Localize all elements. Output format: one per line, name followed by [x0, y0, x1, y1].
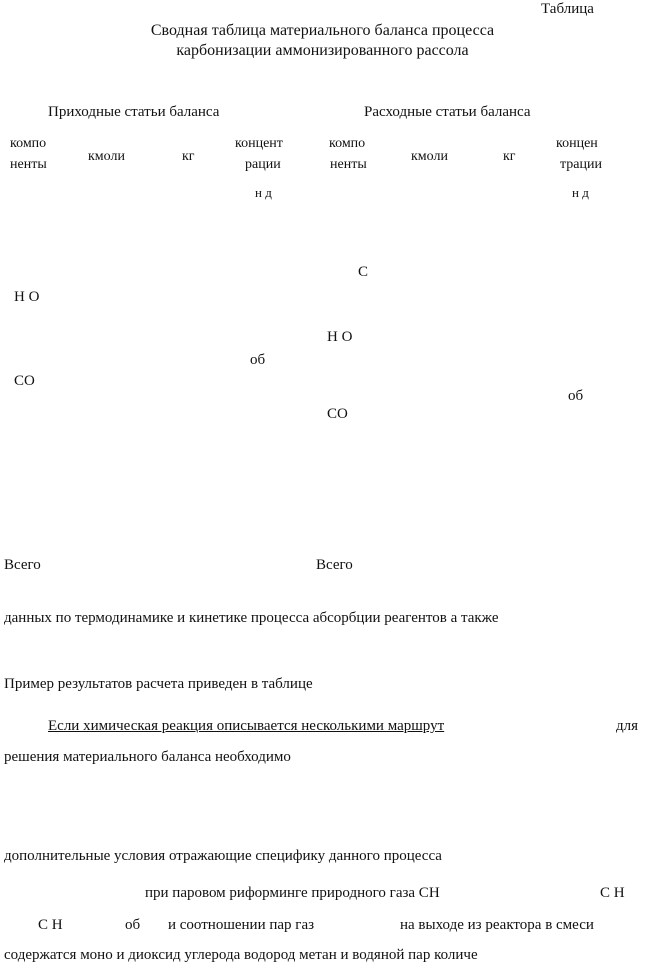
body-text-line6b: С Н	[600, 885, 625, 901]
income-col-kmol: кмоли	[88, 149, 125, 164]
expense-row-c: С	[358, 264, 369, 280]
income-col-components-2: ненты	[10, 157, 47, 172]
body-text-line7d: на выходе из реактора в смеси	[400, 917, 594, 933]
expense-col-kg: кг	[503, 149, 516, 164]
income-col-kg: кг	[182, 149, 195, 164]
body-text-line7a: С Н	[38, 917, 63, 933]
body-text-line6a: при паровом риформинге природного газа СН	[145, 885, 440, 901]
expense-col-conc-3: н д	[572, 185, 589, 200]
body-text-line7c: и соотношении пар газ	[168, 917, 315, 933]
expense-header: Расходные статьи баланса	[364, 104, 531, 120]
expense-col-components-1: компо	[329, 136, 366, 151]
body-text-line7b: об	[125, 917, 141, 933]
body-text-line3: Если химическая реакция описывается несколькими маршрут	[48, 718, 445, 734]
income-col-conc-3: н д	[255, 185, 272, 200]
body-text-line3-end: для	[616, 718, 639, 734]
income-col-conc-1: концент	[235, 136, 283, 151]
expense-row-co: СО	[327, 406, 348, 422]
body-text-line1: данных по термодинамике и кинетике процесса абсорбции реагентов а также	[4, 610, 499, 626]
body-text-line2: Пример результатов расчета приведен в таблице	[4, 676, 313, 692]
expense-row-ob: об	[568, 388, 584, 404]
expense-col-conc-1: концен	[556, 136, 598, 151]
income-header: Приходные статьи баланса	[48, 104, 220, 120]
income-row-co: СО	[14, 373, 35, 389]
expense-row-h2o: Н О	[327, 329, 353, 345]
table-label: Таблица	[541, 1, 594, 17]
table-title-line2: карбонизации аммонизированного рассола	[176, 42, 469, 59]
income-col-components-1: компо	[10, 136, 47, 151]
table-title-line1: Сводная таблица материального баланса процесса	[150, 22, 495, 39]
body-text-line8: содержатся моно и диоксид углерода водород метан и водяной пар количе	[4, 947, 478, 963]
body-text-line4: решения материального баланса необходимо	[4, 749, 291, 765]
income-col-conc-2: рации	[245, 157, 281, 172]
expense-col-components-2: ненты	[330, 157, 367, 172]
expense-total-label: Всего	[316, 557, 353, 573]
income-total-label: Всего	[4, 557, 41, 573]
income-row-h2o: Н О	[14, 289, 40, 305]
body-text-line5: дополнительные условия отражающие специфику данного процесса	[4, 848, 442, 864]
expense-col-conc-2: трации	[560, 157, 602, 172]
expense-col-kmol: кмоли	[411, 149, 448, 164]
income-row-ob: об	[250, 352, 266, 368]
